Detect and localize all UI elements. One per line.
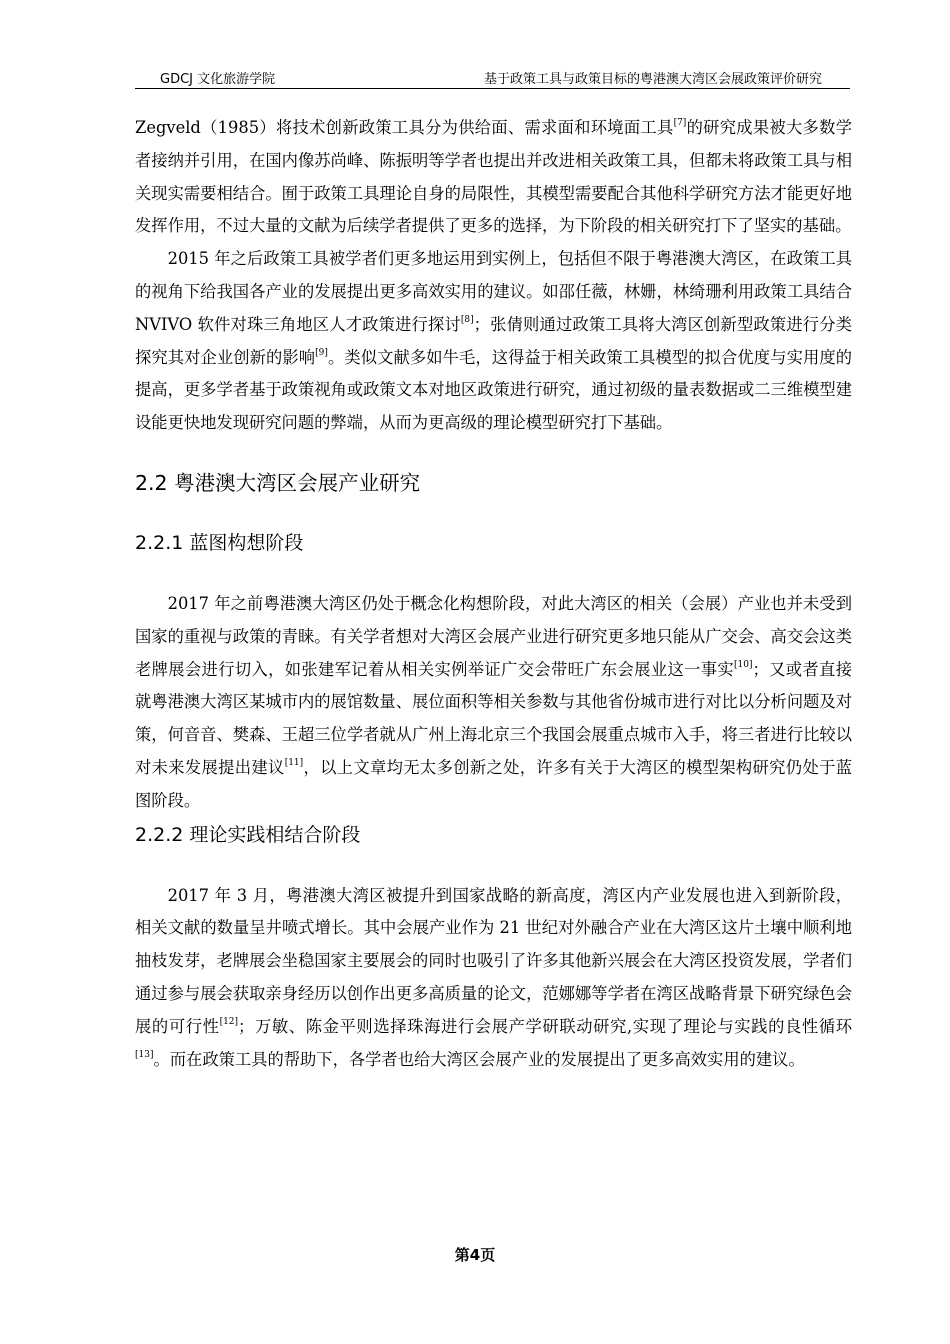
paragraph-4: 2017 年 3 月，粤港澳大湾区被提升到国家战略的新高度，湾区内产业发展也进入到新阶段，相关文献的数量呈井喷式增长。其中会展产业作为 21 世纪对外融合产业在大湾区这片土壤中顺利地抽枝发芽，老牌展会坐稳国家主要展会的同时也吸引了许多其他新兴展会在大湾区投资发展，学者们通过参与展会获取亲身经历以创作出更多高质量的论文，范娜娜等学者在湾区战略背景下研究绿色会展的可行性[12]；万敏、陈金平则选择珠海进行会展产学研联动研究,实现了理论与实践的良性循环[13]。而在政策工具的帮助下，各学者也给大湾区会展产业的发展提出了更多高效实用的建议。 [135, 885, 852, 1069]
citation-7: [7] [673, 118, 687, 128]
paragraph-1: Zegveld（1985）将技术创新政策工具分为供给面、需求面和环境面工具[7]的研究成果被大多数学者接纳并引用，在国内像苏尚峰、陈振明等学者也提出并改进相关政策工具，但都未将政策工具与相关现实需要相结合。囿于政策工具理论自身的局限性，其模型需要配合其他科学研究方法才能更好地发挥作用，不过大量的文献为后续学者提供了更多的选择，为下阶段的相关研究打下了坚实的基础。 [135, 118, 852, 236]
subsection-heading-2-2-1: 2.2.1 蓝图构想阶段 [135, 531, 304, 554]
citation-9: [9] [315, 347, 328, 358]
page-body [135, 112, 852, 1076]
section-heading-2-2: 2.2 粤港澳大湾区会展产业研究 [135, 470, 421, 495]
citation-11: [11] [284, 757, 304, 768]
citation-12: [12] [219, 1016, 239, 1027]
paragraph-3: 2017 年之前粤港澳大湾区仍处于概念化构想阶段，对此大湾区的相关（会展）产业也并未受到国家的重视与政策的青睐。有关学者想对大湾区会展产业进行研究更多地只能从广交会、高交会这类老牌展会进行切入，如张建军记着从相关实例举证广交会带旺广东会展业这一事实[10]；又或者直接就粤港澳大湾区某城市内的展馆数量、展位面积等相关参数与其他省份城市进行对比以分析问题及对策，何音音、樊森、王超三位学者就从广州上海北京三个我国会展重点城市入手，将三者进行比较以对未来发展提出建议[11]，以上文章均无太多创新之处，许多有关于大湾区的模型架构研究仍处于蓝图阶段。 [135, 593, 852, 810]
citation-13: [13] [135, 1049, 154, 1060]
subsection-heading-2-2-2: 2.2.2 理论实践相结合阶段 [135, 823, 361, 846]
citation-8: [8] [460, 314, 474, 325]
header-paper-title: 基于政策工具与政策目标的粤港澳大湾区会展政策评价研究 [483, 72, 822, 87]
citation-10: [10] [734, 659, 753, 670]
running-header [135, 66, 850, 89]
page-number: 第4页 [454, 1246, 496, 1264]
header-institution: GDCJ 文化旅游学院 [160, 72, 276, 87]
paragraph-2: 2015 年之后政策工具被学者们更多地运用到实例上，包括但不限于粤港澳大湾区，在政策工具的视角下给我国各产业的发展提出更多高效实用的建议。如邵任薇，林姗，林绮珊利用政策工具结合 NVIVO 软件对珠三角地区人才政策进行探讨[8]；张倩则通过政策工具将大湾区创新型政策进行分类探究其对企业创新的影响[9]。类似文献多如牛毛，这得益于相关政策工具模型的拟合优度与实用度的提高，更多学者基于政策视角或政策文本对地区政策进行研究，通过初级的量表数据或二三维模型建设能更快地发现研究问题的弊端，从而为更高级的理论模型研究打下基础。 [135, 249, 852, 433]
